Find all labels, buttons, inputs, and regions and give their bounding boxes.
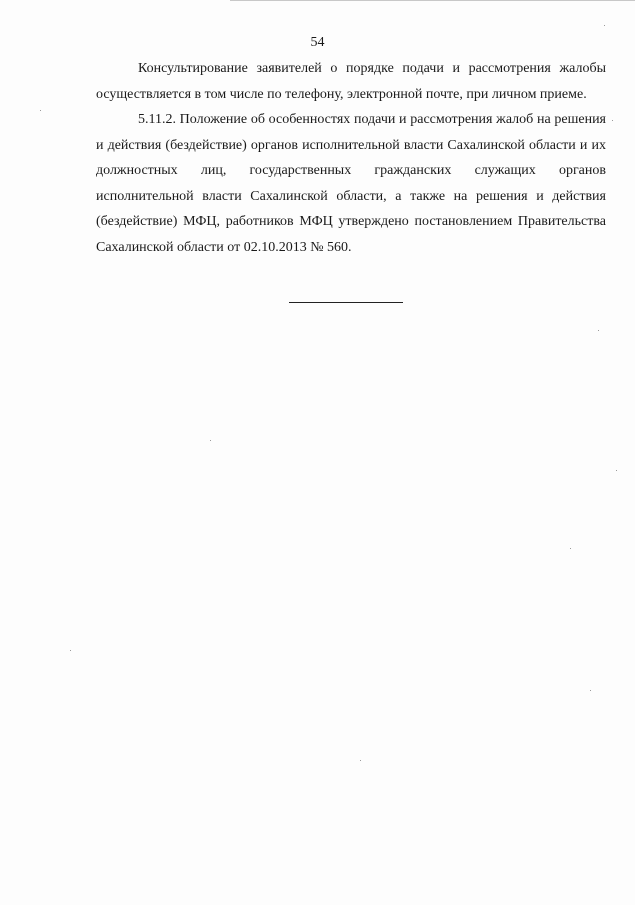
- scan-speck: [210, 440, 211, 441]
- scan-speck: [612, 120, 613, 121]
- scan-speck: [616, 470, 617, 471]
- scan-speck: [70, 650, 71, 651]
- scan-speck: [570, 548, 571, 549]
- scan-speck: [598, 330, 599, 331]
- paragraph-5-11-2: 5.11.2. Положение об особенностях подачи и рассмотрения жалоб на решения и действия (бездействие) органов исполнительной власти Сахалинской области и их должностных лиц, государственных гражданских служащих органов исполнительной власти Сахалинской области, а также на решения и действия (бездействие) МФЦ, работников МФЦ утверждено постановлением Правительства Сахалинской области от 02.10.2013 № 560.: [96, 112, 606, 255]
- scan-speck: [360, 760, 361, 761]
- page-number: 54: [310, 35, 325, 50]
- scan-speck: [604, 25, 605, 26]
- document-body: [96, 56, 606, 260]
- scan-speck: [40, 110, 41, 111]
- scan-speck: [590, 690, 591, 691]
- scan-top-edge: [230, 0, 635, 1]
- paragraph-consultation: Консультирование заявителей о порядке подачи и рассмотрения жалобы осуществляется в том числе по телефону, электронной почте, при личном приеме.: [96, 61, 606, 102]
- end-separator-line: [289, 302, 403, 303]
